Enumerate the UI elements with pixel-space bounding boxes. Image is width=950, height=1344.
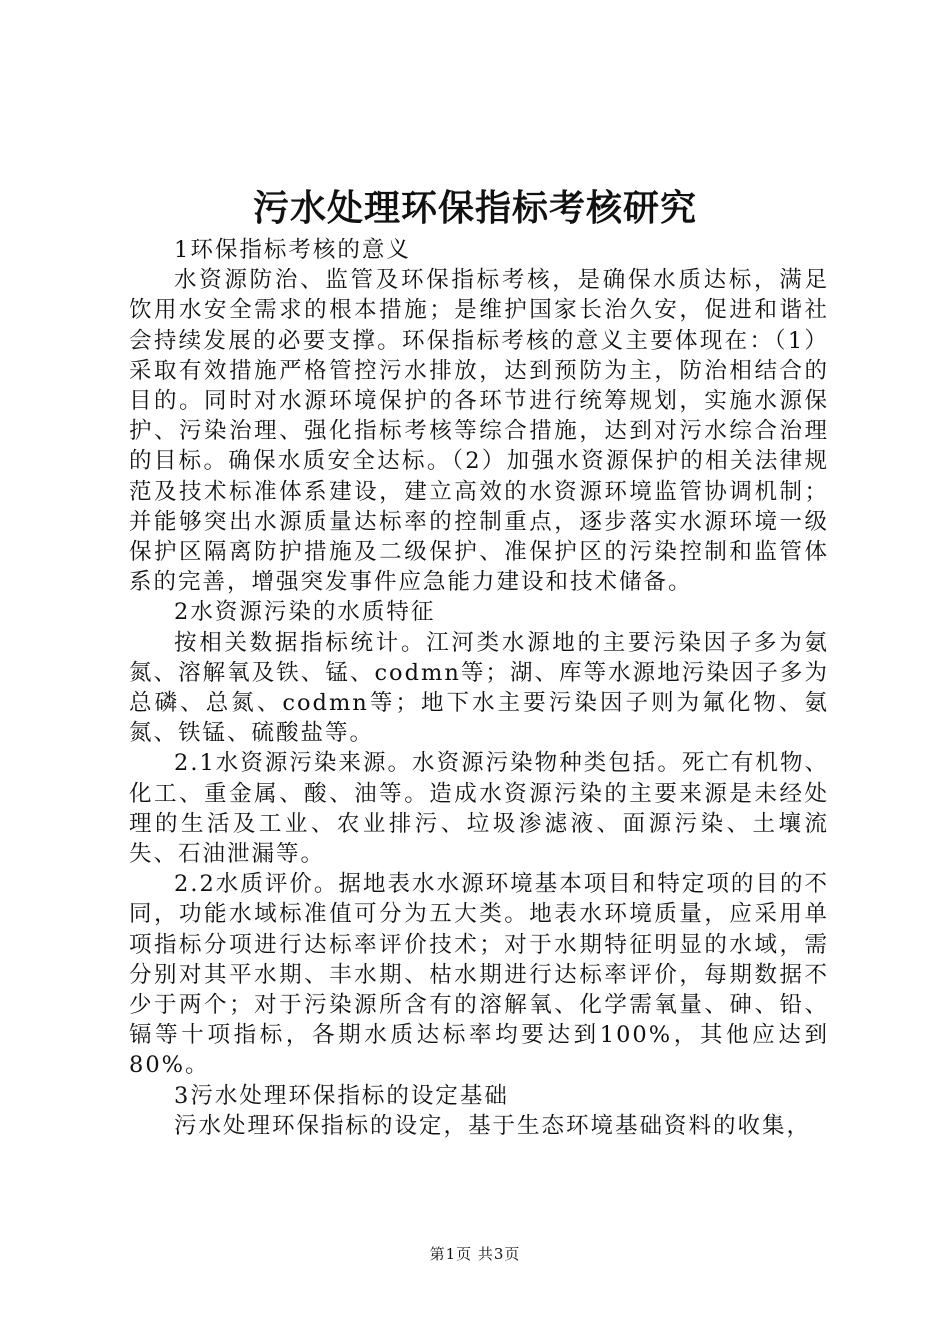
section-heading-1: 1环保指标考核的意义 xyxy=(174,237,411,263)
section-heading-2: 2水资源污染的水质特征 xyxy=(174,599,436,626)
paragraph-indicator-basis: 污水处理环保指标的设定，基于生态环境基础资料的收集， xyxy=(174,1112,812,1139)
paragraph-water-quality-evaluation: 2.2水质评价。据地表水水源环境基本项目和特定项的目的不同，功能水域标准值可分为五大类。地表水环境质量，应采用单项指标分项进行达标率评价技术；对于水期特征明显的水域，需分别对其平水期、丰水期、枯水期进行达标率评价，每期数据不少于两个；对于污染源所含有的溶解氧、化学需氧量、砷、铅、镉等十项指标，各期水质达标率均要达到100%，其他应达到80%。 xyxy=(129,871,829,1079)
paragraph-significance: 水资源防治、监管及环保指标考核，是确保水质达标，满足饮用水安全需求的根本措施；是维护国家长治久安，促进和谐社会持续发展的必要支撑。环保指标考核的意义主要体现在：（1）采取有效措施严格管控污水排放，达到预防为主，防治相结合的目的。同时对水源环境保护的各环节进行统筹规划，实施水源保护、污染治理、强化指标考核等综合措施，达到对污水综合治理的目标。确保水质安全达标。（2）加强水资源保护的相关法律规范及技术标准体系建设，建立高效的水资源环境监管协调机制；并能够突出水源质量达标率的控制重点，逐步落实水源环境一级保护区隔离防护措施及二级保护、准保护区的污染控制和监管体系的完善，增强突发事件应急能力建设和技术储备。 xyxy=(129,267,829,596)
section-heading-3: 3污水处理环保指标的设定基础 xyxy=(174,1082,509,1109)
page-footer: 第1页 共3页 xyxy=(429,1245,521,1263)
document-body xyxy=(129,235,829,1141)
paragraph-pollution-sources: 2.1水资源污染来源。水资源污染物种类包括。死亡有机物、化工、重金属、酸、油等。造成水资源污染的主要来源是未经处理的生活及工业、农业排污、垃圾渗滤液、面源污染、土壤流失、石油泄漏等。 xyxy=(129,750,829,868)
paragraph-water-quality-stats: 按相关数据指标统计。江河类水源地的主要污染因子多为氨氮、溶解氧及铁、锰、codmn等；湖、库等水源地污染因子多为总磷、总氮、codmn等；地下水主要污染因子则为氟化物、氨氮、铁锰、硫酸盐等。 xyxy=(129,629,829,747)
document-title: 污水处理环保指标考核研究 xyxy=(252,187,697,229)
